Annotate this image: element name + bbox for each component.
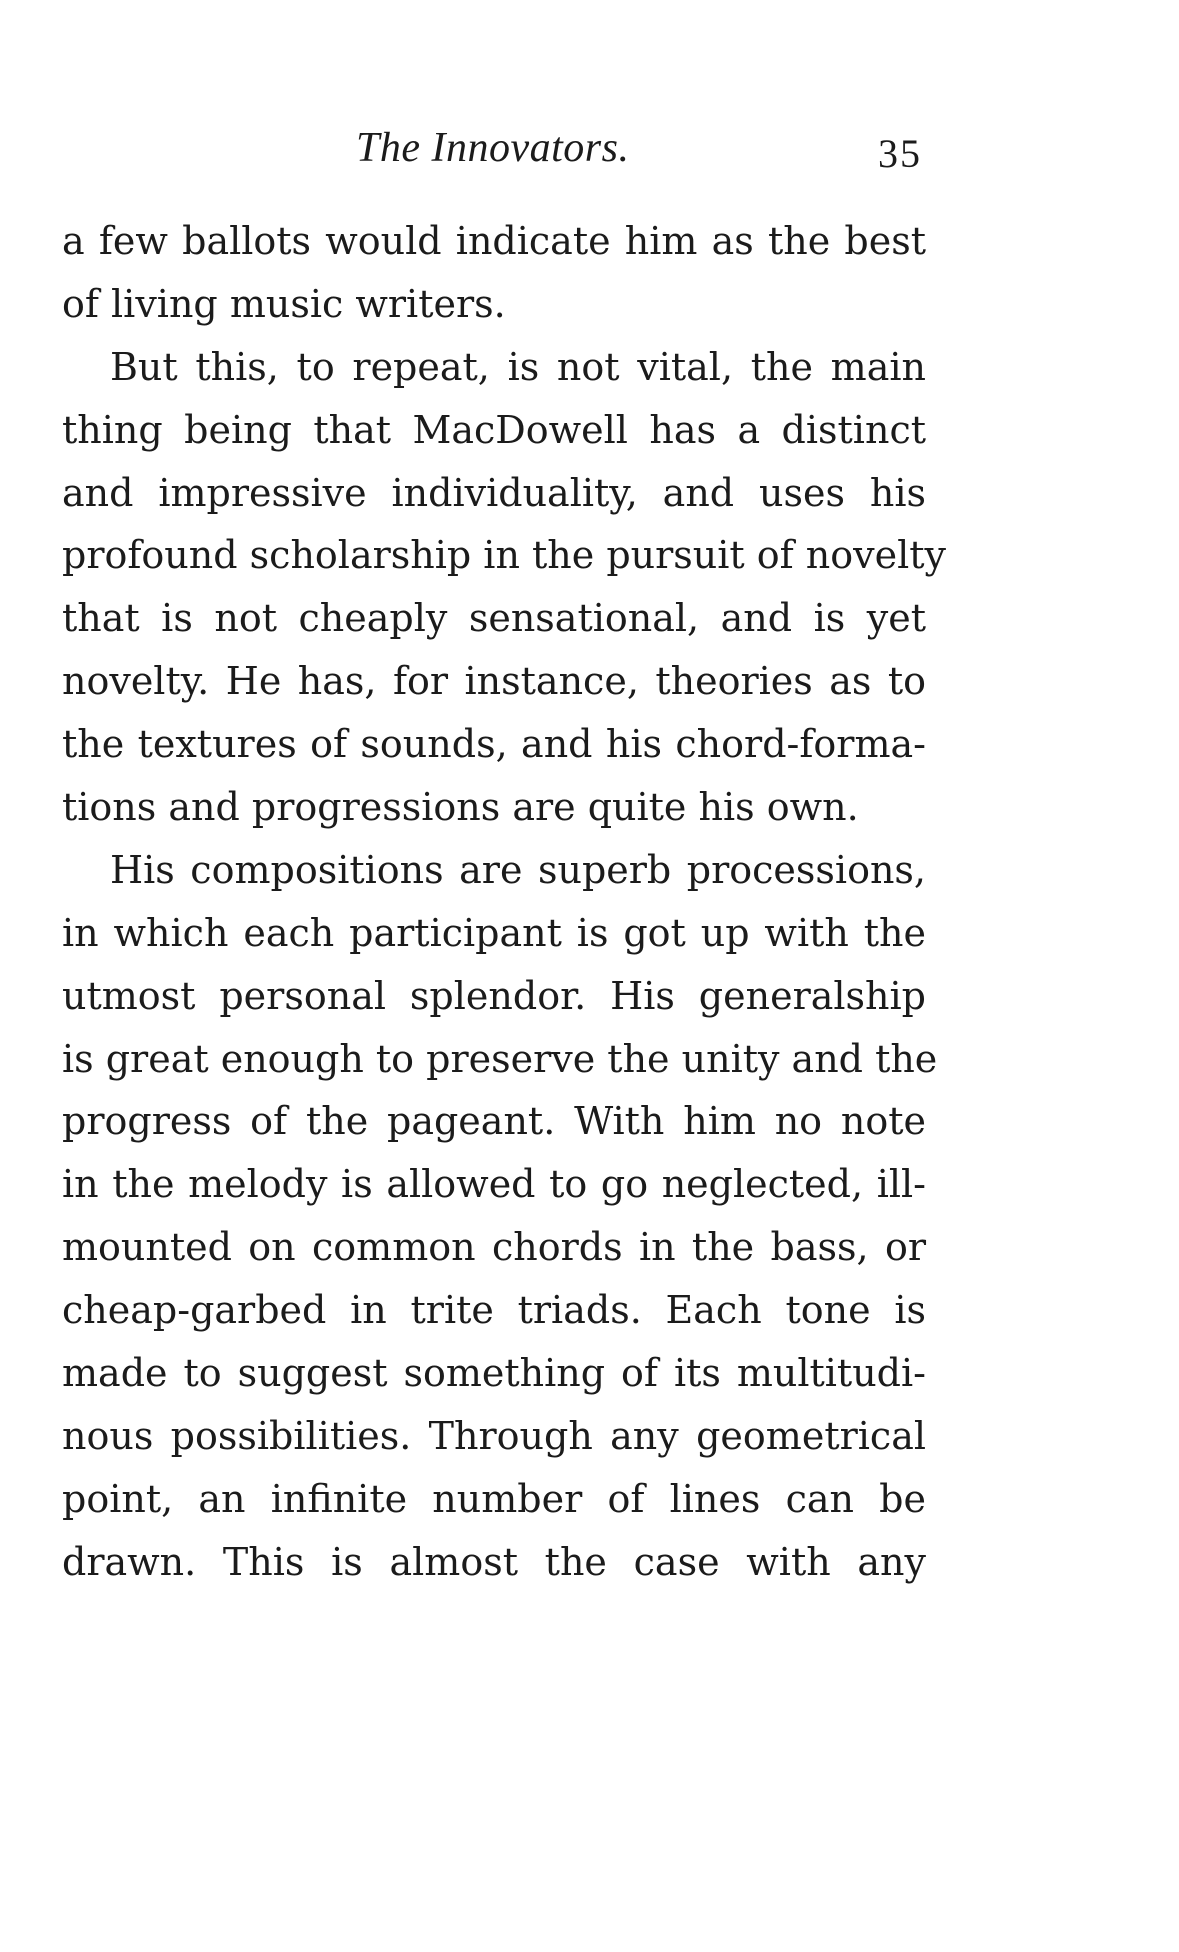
page-number: 35 [878, 131, 922, 176]
text-line: profound scholarship in the pursuit of novelty [62, 533, 946, 578]
text-line: a few ballots would indicate him as the best [62, 219, 926, 263]
text-line: novelty. He has, for instance, theories as to [62, 659, 926, 704]
text-line: tions and progressions are quite his own. [62, 785, 859, 830]
running-title: The Innovators. [356, 125, 630, 171]
text-line: point, an infinite number of lines can be [62, 1476, 926, 1521]
text-line: that is not cheaply sensational, and is yet [62, 596, 926, 641]
text-line: cheap-garbed in trite triads. Each tone is [62, 1288, 926, 1333]
text-line: the textures of sounds, and his chord-forma- [62, 722, 926, 767]
text-line: in which each participant is got up with the [62, 910, 926, 955]
text-line: is great enough to preserve the unity and the [62, 1036, 938, 1081]
text-line: drawn. This is almost the case with any [62, 1539, 926, 1584]
text-line: mounted on common chords in the bass, or [62, 1225, 926, 1270]
text-line: utmost personal splendor. His generalship [62, 973, 926, 1018]
text-line: His compositions are superb processions, [110, 847, 926, 892]
text-line: in the melody is allowed to go neglected, ill- [62, 1162, 926, 1207]
text-line: progress of the pageant. With him no note [62, 1099, 926, 1144]
text-line: made to suggest something of its multitudi- [62, 1351, 926, 1396]
text-line: thing being that MacDowell has a distinct [62, 407, 926, 452]
text-line: of living music writers. [62, 281, 506, 326]
text-line: nous possibilities. Through any geometrical [62, 1413, 926, 1458]
running-head [62, 118, 926, 178]
text-line: But this, to repeat, is not vital, the main [110, 344, 926, 389]
body-text [62, 210, 946, 1594]
text-line: and impressive individuality, and uses his [62, 470, 926, 515]
